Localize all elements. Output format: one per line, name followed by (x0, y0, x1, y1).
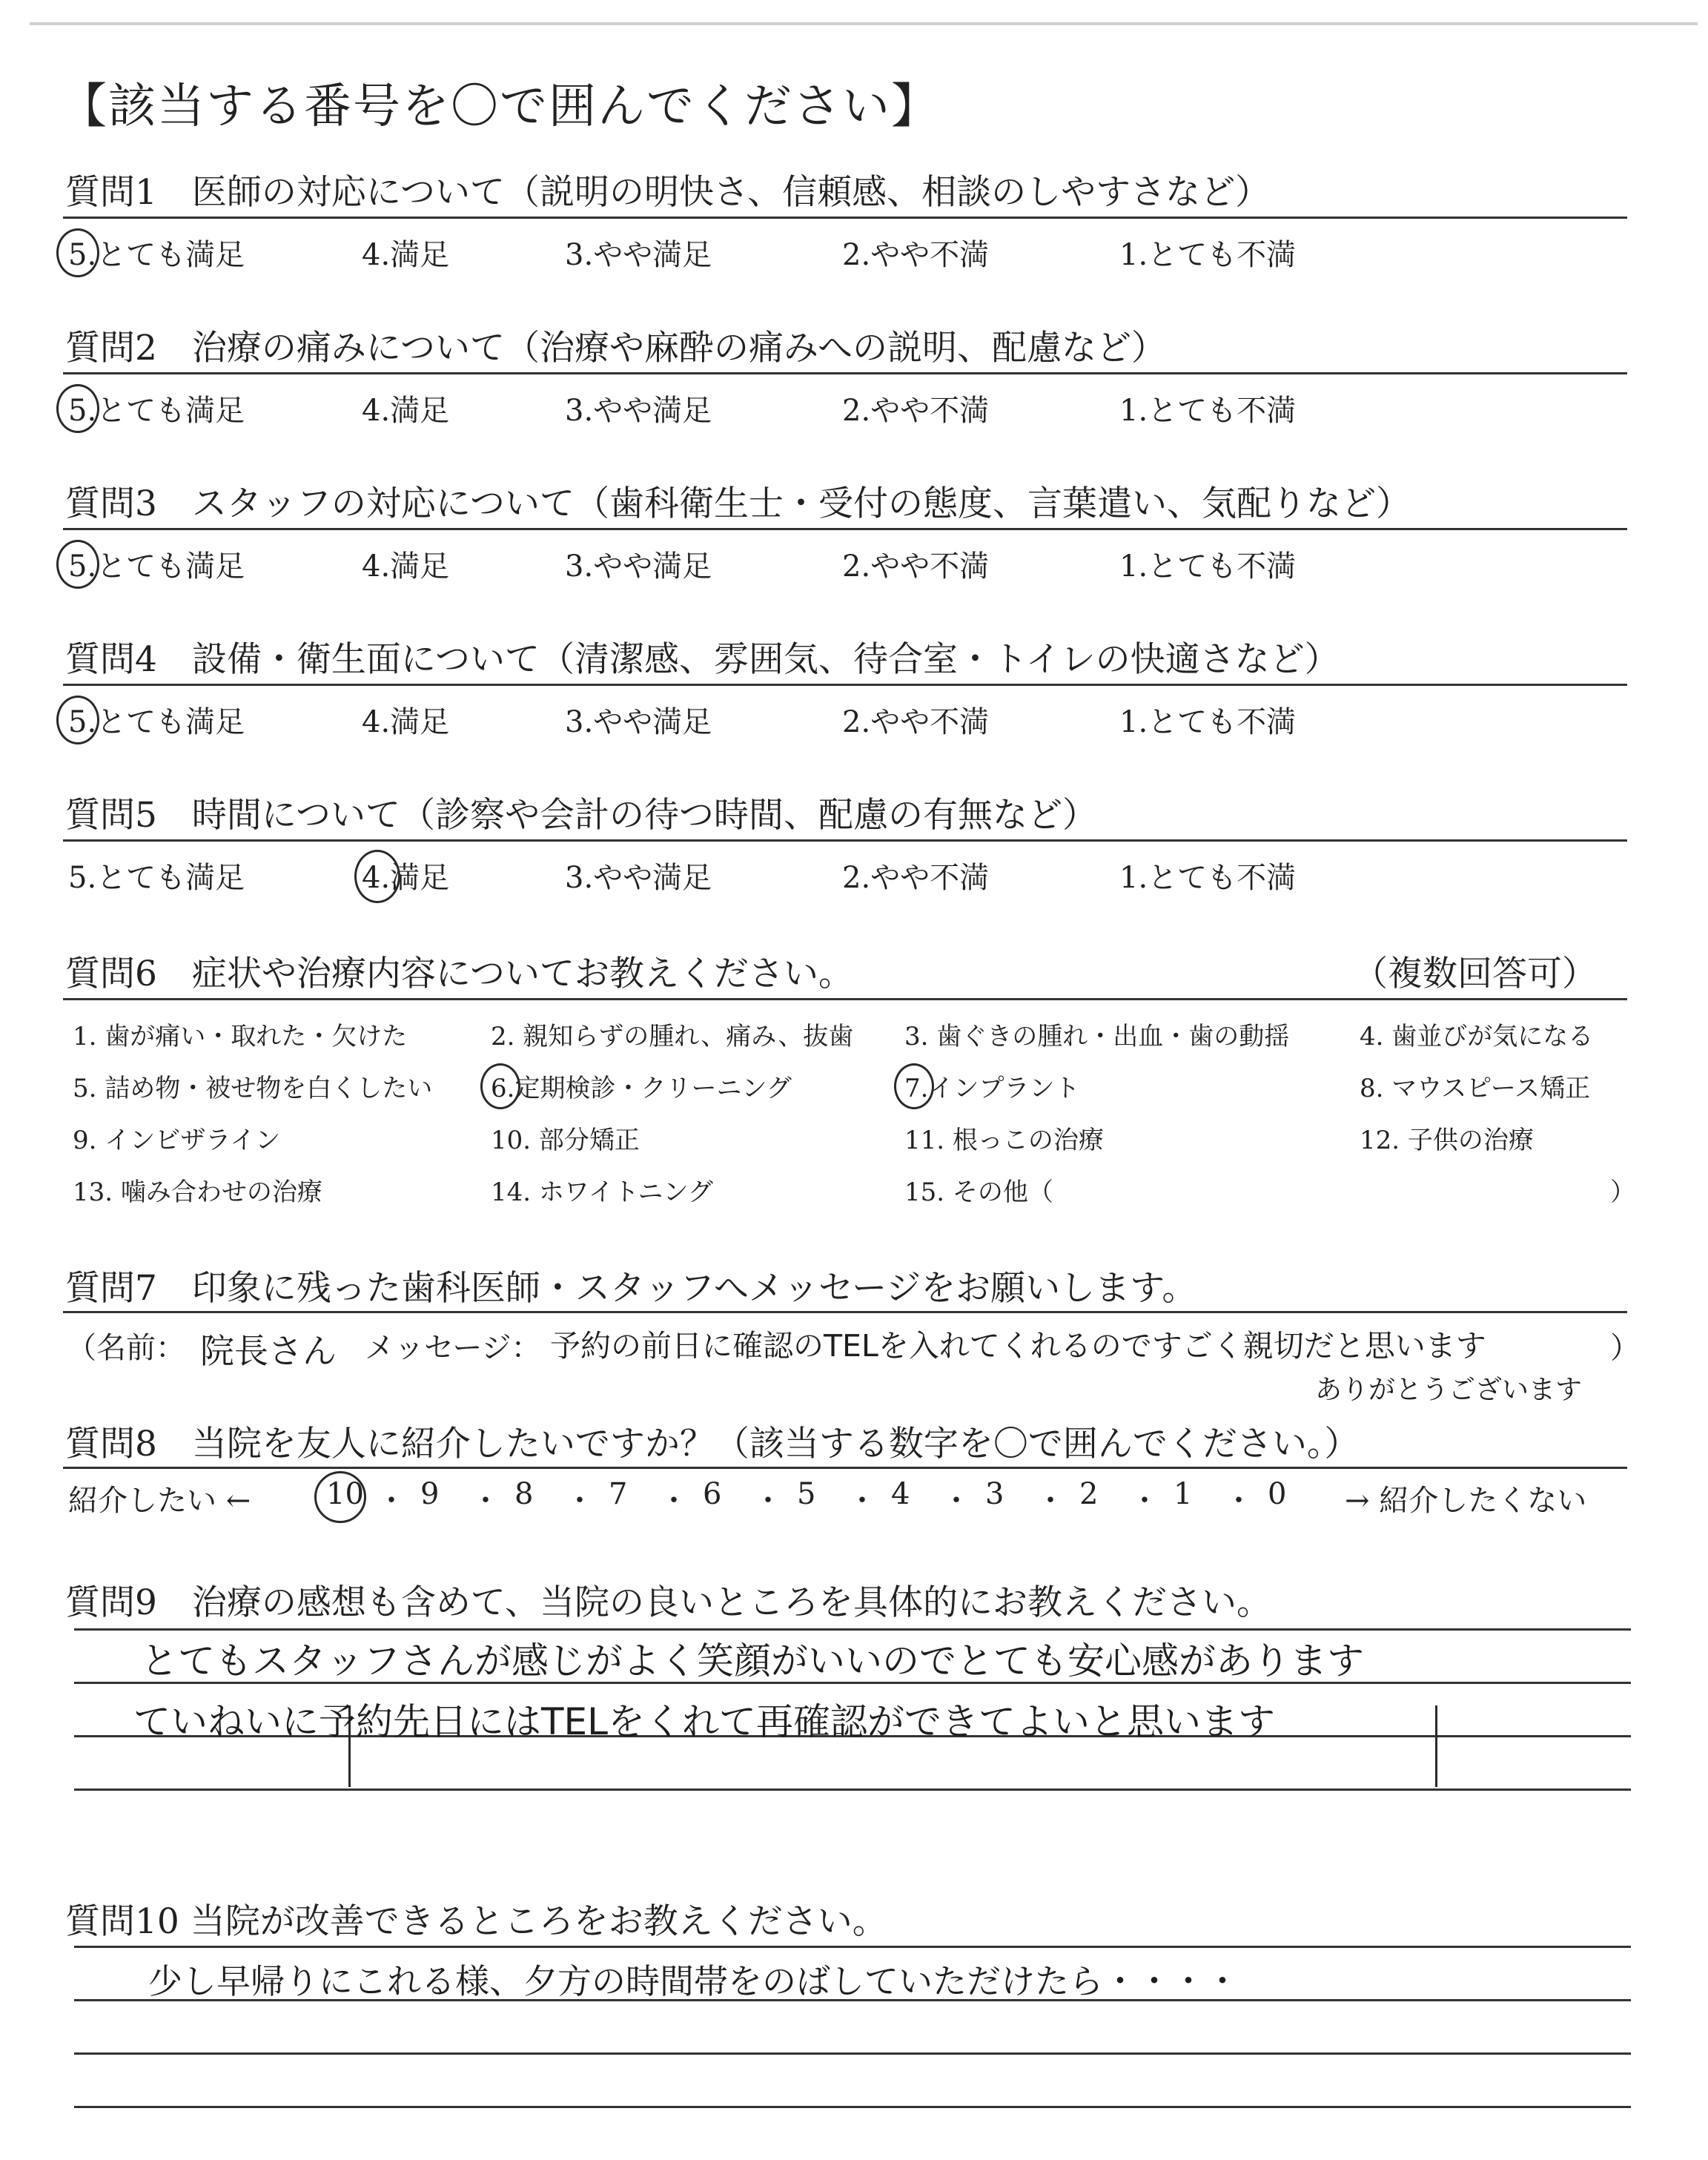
q6-option-2[interactable]: 2. 親知らずの腫れ、痛み、抜歯 (491, 1022, 854, 1051)
q9-answer-line-1[interactable]: とてもスタッフさんが感じがよく笑顔がいいのでとても安心感があります (141, 1639, 1364, 1682)
q4-selected-circle (56, 696, 99, 744)
q8-scale-number[interactable]: 9 (420, 1477, 440, 1511)
q8-scale-dot: ・ (471, 1484, 500, 1518)
q8-scale-dot: ・ (1036, 1484, 1065, 1518)
q1-option-2[interactable]: 2.やや不満 (842, 238, 990, 272)
question-6-rule (63, 998, 1627, 1000)
q8-scale-dot: ・ (753, 1484, 783, 1518)
question-1: 質問1 医師の対応について（説明の明快さ、信頼感、相談のしやすさなど） (65, 172, 1271, 213)
q6-option-4[interactable]: 4. 歯並びが気になる (1360, 1022, 1594, 1051)
q8-scale-number[interactable]: 10 (326, 1477, 364, 1511)
q1-option-3[interactable]: 3.やや満足 (565, 238, 712, 272)
q8-scale-dot: ・ (659, 1484, 689, 1518)
q1-option-4[interactable]: 4.満足 (362, 238, 450, 272)
q6-option-7[interactable]: 7.インプラント (904, 1074, 1080, 1103)
question-8-rule (63, 1467, 1627, 1469)
question-2-rule (63, 372, 1627, 374)
question-2: 質問2 治療の痛みについて（治療や麻酔の痛みへの説明、配慮など） (65, 328, 1167, 369)
question-7: 質問7 印象に残った歯科医師・スタッフへメッセージをお願いします。 (65, 1268, 1197, 1309)
q5-option-1[interactable]: 1.とても不満 (1119, 861, 1297, 895)
q9-stroke-mark-2 (1435, 1705, 1437, 1787)
q6-option-12[interactable]: 12. 子供の治療 (1360, 1126, 1534, 1155)
q3-option-3[interactable]: 3.やや満足 (565, 549, 712, 584)
q10-line-3 (74, 2052, 1631, 2055)
question-7-rule (63, 1311, 1627, 1313)
q3-option-1[interactable]: 1.とても不満 (1119, 549, 1297, 584)
q4-option-5[interactable]: 5.とても満足 (68, 705, 245, 739)
q1-option-1[interactable]: 1.とても不満 (1119, 238, 1297, 272)
q4-option-4[interactable]: 4.満足 (362, 705, 450, 739)
q10-line-4 (74, 2106, 1631, 2108)
q8-scale-number[interactable]: 4 (891, 1477, 910, 1511)
q2-selected-circle (56, 384, 99, 433)
q10-answer-line-1[interactable]: 少し早帰りにこれる様、夕方の時間帯をのばしていただけたら・・・・ (148, 1961, 1239, 2001)
q6-option-1[interactable]: 1. 歯が痛い・取れた・欠けた (73, 1022, 408, 1051)
q6-option-15-close: ） (1610, 1178, 1635, 1207)
q8-scale-number[interactable]: 5 (797, 1477, 816, 1511)
q6-option-15[interactable]: 15. その他（ (904, 1178, 1053, 1207)
q8-scale-right-label: → 紹介したくない (1345, 1484, 1587, 1518)
q3-option-5[interactable]: 5.とても満足 (68, 549, 245, 584)
q8-scale-dot: ・ (1224, 1484, 1254, 1518)
q7-message-value-2[interactable]: ありがとうございます (1315, 1375, 1583, 1405)
question-3-rule (63, 528, 1627, 530)
q2-option-1[interactable]: 1.とても不満 (1119, 394, 1297, 428)
page-heading: 【該当する番号を〇で囲んでください】 (59, 79, 940, 134)
q8-scale-number[interactable]: 8 (514, 1477, 534, 1511)
q4-option-1[interactable]: 1.とても不満 (1119, 705, 1297, 739)
q5-option-2[interactable]: 2.やや不満 (842, 861, 990, 895)
q7-close: ） (1610, 1331, 1640, 1365)
q8-scale-number[interactable]: 3 (985, 1477, 1004, 1511)
q8-scale-number[interactable]: 2 (1079, 1477, 1099, 1511)
q6-selected-circle-7 (894, 1063, 934, 1109)
q6-option-13[interactable]: 13. 噛み合わせの治療 (73, 1178, 322, 1207)
q8-scale-number[interactable]: 6 (703, 1477, 722, 1511)
q9-line-4 (74, 1789, 1631, 1791)
q8-scale-dot: ・ (377, 1484, 406, 1518)
q5-option-3[interactable]: 3.やや満足 (565, 861, 712, 895)
q2-option-5[interactable]: 5.とても満足 (68, 394, 245, 428)
q5-selected-circle (354, 850, 400, 903)
q7-message-label: メッセージ： (365, 1331, 541, 1365)
q4-option-3[interactable]: 3.やや満足 (565, 705, 712, 739)
question-3: 質問3 スタッフの対応について（歯科衛生士・受付の態度、言葉遣い、気配りなど） (65, 483, 1411, 524)
q7-name-label: （名前： (67, 1331, 185, 1365)
q7-name-value[interactable]: 院長さん (200, 1331, 337, 1371)
q5-option-5[interactable]: 5.とても満足 (68, 861, 245, 895)
question-9: 質問9 治療の感想も含めて、当院の良いところを具体的にお教えください。 (65, 1582, 1271, 1623)
q10-line-1 (74, 1946, 1631, 1948)
question-6: 質問6 症状や治療内容についてお教えください。 (65, 954, 853, 994)
question-1-rule (63, 217, 1627, 219)
q6-option-5[interactable]: 5. 詰め物・被せ物を白くしたい (73, 1074, 433, 1103)
q2-option-3[interactable]: 3.やや満足 (565, 394, 712, 428)
q6-option-10[interactable]: 10. 部分矯正 (491, 1126, 640, 1155)
q8-scale-number[interactable]: 1 (1174, 1477, 1193, 1511)
question-8: 質問8 当院を友人に紹介したいですか？（該当する数字を〇で囲んでください。） (65, 1424, 1360, 1464)
q9-line-1 (74, 1628, 1631, 1631)
q9-answer-line-2[interactable]: ていねいに予約先日にはTELをくれて再確認ができてよいと思います (133, 1700, 1275, 1743)
q8-scale-dot: ・ (941, 1484, 971, 1518)
q1-selected-circle (56, 228, 99, 277)
q6-option-8[interactable]: 8. マウスピース矯正 (1360, 1074, 1591, 1103)
q2-option-2[interactable]: 2.やや不満 (842, 394, 990, 428)
q8-selected-circle (314, 1471, 366, 1523)
q8-scale-dot: ・ (847, 1484, 877, 1518)
q6-option-14[interactable]: 14. ホワイトニング (491, 1178, 713, 1207)
q6-option-3[interactable]: 3. 歯ぐきの腫れ・出血・歯の動揺 (904, 1022, 1290, 1051)
question-10: 質問10 当院が改善できるところをお教えください。 (65, 1901, 887, 1942)
q6-selected-circle-6 (480, 1063, 520, 1109)
q3-selected-circle (56, 540, 99, 589)
question-4-rule (63, 684, 1627, 686)
q1-option-5[interactable]: 5.とても満足 (68, 238, 245, 272)
top-edge-line (30, 22, 1698, 25)
q2-option-4[interactable]: 4.満足 (362, 394, 450, 428)
q6-option-9[interactable]: 9. インビザライン (73, 1126, 281, 1155)
q4-option-2[interactable]: 2.やや不満 (842, 705, 990, 739)
q3-option-4[interactable]: 4.満足 (362, 549, 450, 584)
q8-scale-number[interactable]: 0 (1268, 1477, 1287, 1511)
question-5-rule (63, 839, 1627, 842)
q8-scale-left-label: 紹介したい ← (68, 1484, 251, 1518)
q6-option-11[interactable]: 11. 根っこの治療 (904, 1126, 1104, 1155)
question-6-multiple-note: （複数回答可） (1353, 954, 1597, 994)
q8-scale-dot: ・ (565, 1484, 595, 1518)
q3-option-2[interactable]: 2.やや不満 (842, 549, 990, 584)
q5-option-4[interactable]: 4.満足 (362, 861, 450, 895)
q8-scale-number[interactable]: 7 (609, 1477, 628, 1511)
q8-scale-dot: ・ (1130, 1484, 1159, 1518)
q6-option-6[interactable]: 6.定期検診・クリーニング (491, 1074, 792, 1103)
q7-message-value[interactable]: 予約の前日に確認のTELを入れてくれるのですごく親切だと思います (550, 1328, 1486, 1364)
question-4: 質問4 設備・衛生面について（清潔感、雰囲気、待合室・トイレの快適さなど） (65, 639, 1340, 680)
question-5: 質問5 時間について（診察や会計の待つ時間、配慮の有無など） (65, 795, 1097, 836)
